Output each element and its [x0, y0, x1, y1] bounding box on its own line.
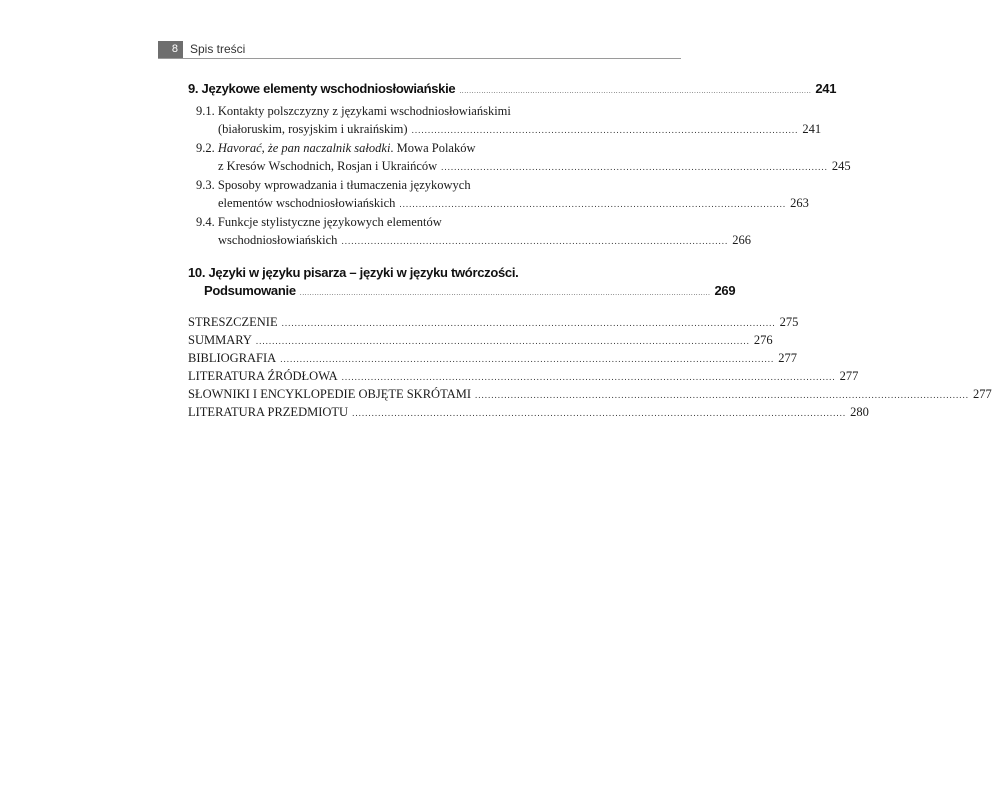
- back-matter-item[interactable]: [188, 404, 869, 422]
- back-matter-item[interactable]: [188, 350, 797, 368]
- section-9-1-line1: 9.1. Kontakty polszczyzny z językami wschodniosłowiańskimi: [196, 104, 511, 118]
- section-9-1-page: 241: [802, 122, 822, 136]
- chapter-9-page: 241: [815, 81, 837, 96]
- page-header: [158, 41, 681, 59]
- section-9-4-page: 266: [732, 233, 751, 247]
- back-matter-item[interactable]: [188, 368, 859, 386]
- back-matter-item[interactable]: [188, 332, 773, 350]
- dot-leader: ........................................................................................................................................................: [280, 354, 775, 364]
- dot-leader: ........................................................................................................................................................: [281, 318, 776, 328]
- chapter-9-title: 9. Językowe elementy wschodniosłowiańskie: [188, 81, 456, 96]
- dot-leader: ........................................................................................................................................................: [341, 372, 836, 382]
- chapter-9-entry[interactable]: [188, 80, 837, 101]
- section-9-3[interactable]: [188, 176, 809, 213]
- back-matter-title: STRESZCZENIE: [188, 315, 278, 329]
- section-9-4-line1: 9.4. Funkcje stylistyczne językowych elementów: [196, 215, 442, 229]
- chapter-10-page: 269: [714, 283, 736, 298]
- dot-leader: ........................................................................................................................................................: [255, 336, 750, 346]
- chapter-10[interactable]: [188, 264, 736, 303]
- chapter-10-line2: Podsumowanie: [204, 283, 296, 298]
- section-9-4-line2: wschodniosłowiańskich: [218, 233, 338, 247]
- section-9-2[interactable]: [188, 139, 851, 176]
- back-matter-page: 277: [778, 351, 797, 365]
- dot-leader: .......................................................................................................................: [399, 199, 787, 209]
- section-9-2-page: 245: [831, 159, 851, 173]
- back-matter-page: 280: [850, 405, 869, 419]
- section-9-1[interactable]: [188, 102, 822, 139]
- back-matter-title: LITERATURA ŹRÓDŁOWA: [188, 369, 338, 383]
- back-matter-title: LITERATURA PRZEDMIOTU: [188, 405, 349, 419]
- back-matter-item[interactable]: [188, 314, 799, 332]
- section-9-1-line2: (białoruskim, rosyjskim i ukraińskim): [218, 122, 408, 136]
- dot-leader: .......................................................................................................................: [441, 162, 828, 172]
- section-9-4[interactable]: [188, 213, 751, 250]
- section-9-3-line1: 9.3. Sposoby wprowadzania i tłumaczenia językowych: [196, 178, 471, 192]
- back-matter-page: 277: [973, 387, 992, 401]
- back-matter-page: 277: [839, 369, 859, 383]
- section-9-2-line1: [188, 139, 605, 157]
- table-of-contents: [188, 80, 992, 422]
- chapter-9: [188, 80, 837, 101]
- running-title: Spis treści: [190, 42, 246, 56]
- dot-leader: ........................................................................................................................................................: [475, 390, 970, 400]
- chapter-9-sections: [188, 102, 851, 250]
- section-9-3-line2: elementów wschodniosłowiańskich: [218, 196, 396, 210]
- dot-leader: .......................................................................................................................: [411, 125, 799, 135]
- back-matter-page: 275: [779, 315, 799, 329]
- section-9-3-page: 263: [790, 196, 809, 210]
- page-number: 8: [158, 41, 183, 58]
- back-matter-title: BIBLIOGRAFIA: [188, 351, 277, 365]
- chapter-10-line1: 10. Języki w języku pisarza – języki w języku twórczości.: [188, 265, 519, 280]
- dot-leader: .......................................................................................................................: [341, 236, 729, 246]
- section-9-2-title-rest: . Mowa Polaków: [390, 141, 476, 155]
- back-matter-item[interactable]: [188, 386, 992, 404]
- section-9-2-line2: z Kresów Wschodnich, Rosjan i Ukraińców: [218, 159, 438, 173]
- dot-leader: ........................................................................................................................................................................: [299, 290, 711, 297]
- section-9-2-italic-title: Havorać, że pan naczalnik sałodki: [217, 141, 391, 155]
- back-matter-list: [188, 314, 992, 422]
- back-matter-title: SŁOWNIKI I ENCYKLOPEDIE OBJĘTE SKRÓTAMI: [188, 387, 472, 401]
- dot-leader: ................................................................................................................................................: [459, 88, 812, 95]
- back-matter-title: SUMMARY: [188, 333, 252, 347]
- dot-leader: ........................................................................................................................................................: [352, 408, 847, 418]
- section-9-2-number: 9.2.: [196, 141, 215, 155]
- back-matter-page: 276: [753, 333, 773, 347]
